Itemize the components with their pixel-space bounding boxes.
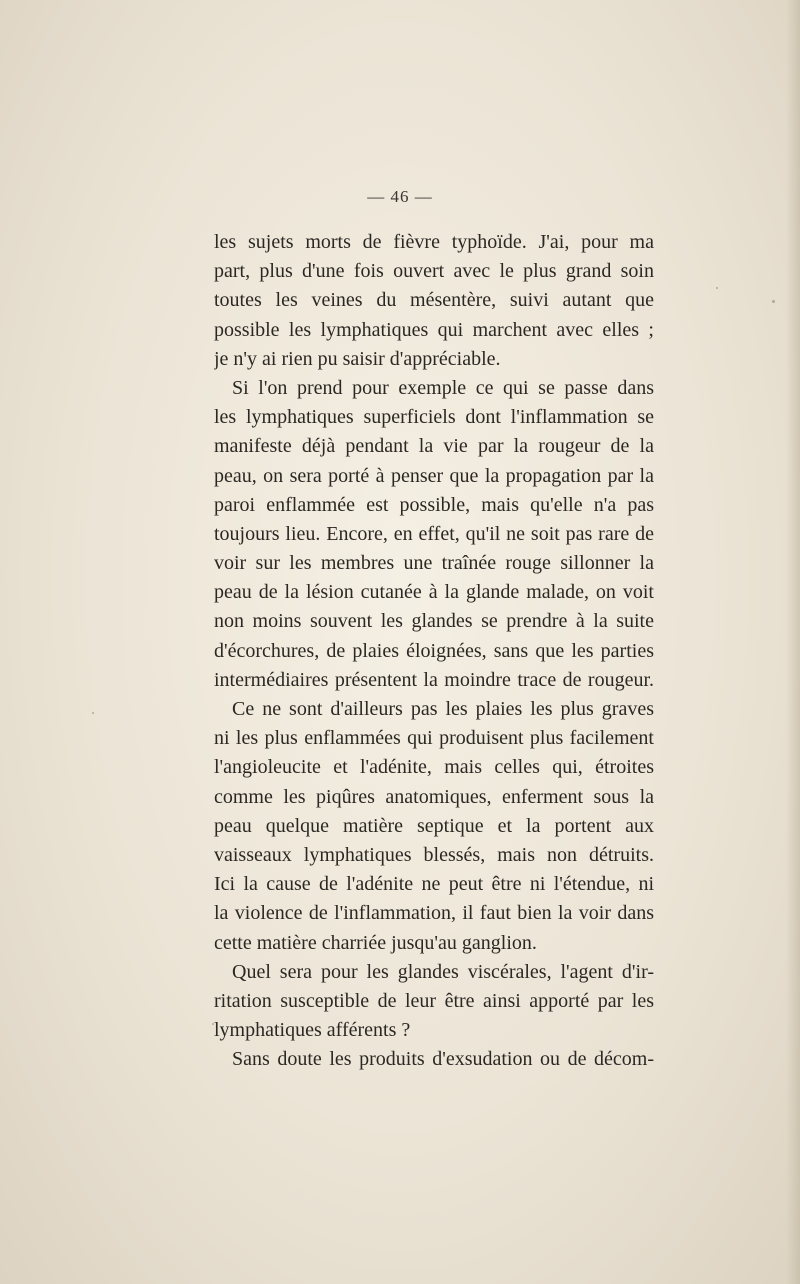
text-line: ritation susceptible de leur être ainsi apporté par les: [214, 989, 654, 1012]
text-line: peau quelque matière septique et la portent aux: [214, 814, 654, 837]
text-line: possible les lymphatiques qui marchent avec elles ;: [214, 318, 654, 341]
text-line: vaisseaux lymphatiques blessés, mais non détruits.: [214, 843, 654, 866]
page-number: — 46 —: [367, 187, 433, 206]
text-line: non moins souvent les glandes se prendre à la suite: [214, 610, 654, 633]
text-line: Ce ne sont d'ailleurs pas les plaies les plus graves: [232, 698, 654, 720]
text-line: ni les plus enflammées qui produisent plus facilement: [214, 727, 654, 750]
text-line: toujours lieu. Encore, en effet, qu'il ne soit pas rare de: [214, 522, 654, 545]
paper-speck: [716, 287, 718, 289]
text-line: la violence de l'inflammation, il faut bien la voir dans: [214, 902, 654, 925]
text-line: voir sur les membres une traînée rouge sillonner la: [214, 552, 654, 575]
text-line: toutes les veines du mésentère, suivi autant que: [214, 289, 654, 312]
text-line: les sujets morts de fièvre typhoïde. J'ai, pour ma: [214, 231, 654, 253]
text-line: Sans doute les produits d'exsudation ou de décom-: [232, 1048, 654, 1071]
text-line: les lymphatiques superficiels dont l'inflammation se: [214, 406, 654, 429]
text-line: paroi enflammée est possible, mais qu'elle n'a pas: [214, 493, 654, 516]
text-line: comme les piqûres anatomiques, enferment sous la: [214, 785, 654, 808]
paper-speck: [772, 300, 775, 303]
text-line: manifeste déjà pendant la vie par la rougeur de la: [214, 435, 654, 458]
text-line: Ici la cause de l'adénite ne peut être ni l'étendue, ni: [214, 873, 654, 896]
text-line: Si l'on prend pour exemple ce qui se passe dans: [232, 376, 654, 399]
text-line: peau de la lésion cutanée à la glande malade, on voit: [214, 581, 654, 604]
text-line: lymphatiques afférents ?: [214, 1019, 411, 1042]
text-line: je n'y ai rien pu saisir d'appréciable.: [214, 347, 501, 370]
text-line: d'écorchures, de plaies éloignées, sans que les parties: [214, 639, 654, 662]
text-line: cette matière charriée jusqu'au ganglion.: [214, 931, 537, 954]
text-line: part, plus d'une fois ouvert avec le plus grand soin: [214, 260, 654, 283]
paper-speck: [212, 1023, 214, 1025]
body-text: [214, 228, 654, 1074]
text-line: l'angioleucite et l'adénite, mais celles qui, étroites: [214, 756, 654, 779]
text-line: peau, on sera porté à penser que la propagation par la: [214, 464, 654, 487]
paper-speck: [92, 712, 94, 714]
text-line: Quel sera pour les glandes viscérales, l'agent d'ir-: [232, 960, 654, 983]
text-line: intermédiaires présentent la moindre trace de rougeur.: [214, 668, 654, 691]
